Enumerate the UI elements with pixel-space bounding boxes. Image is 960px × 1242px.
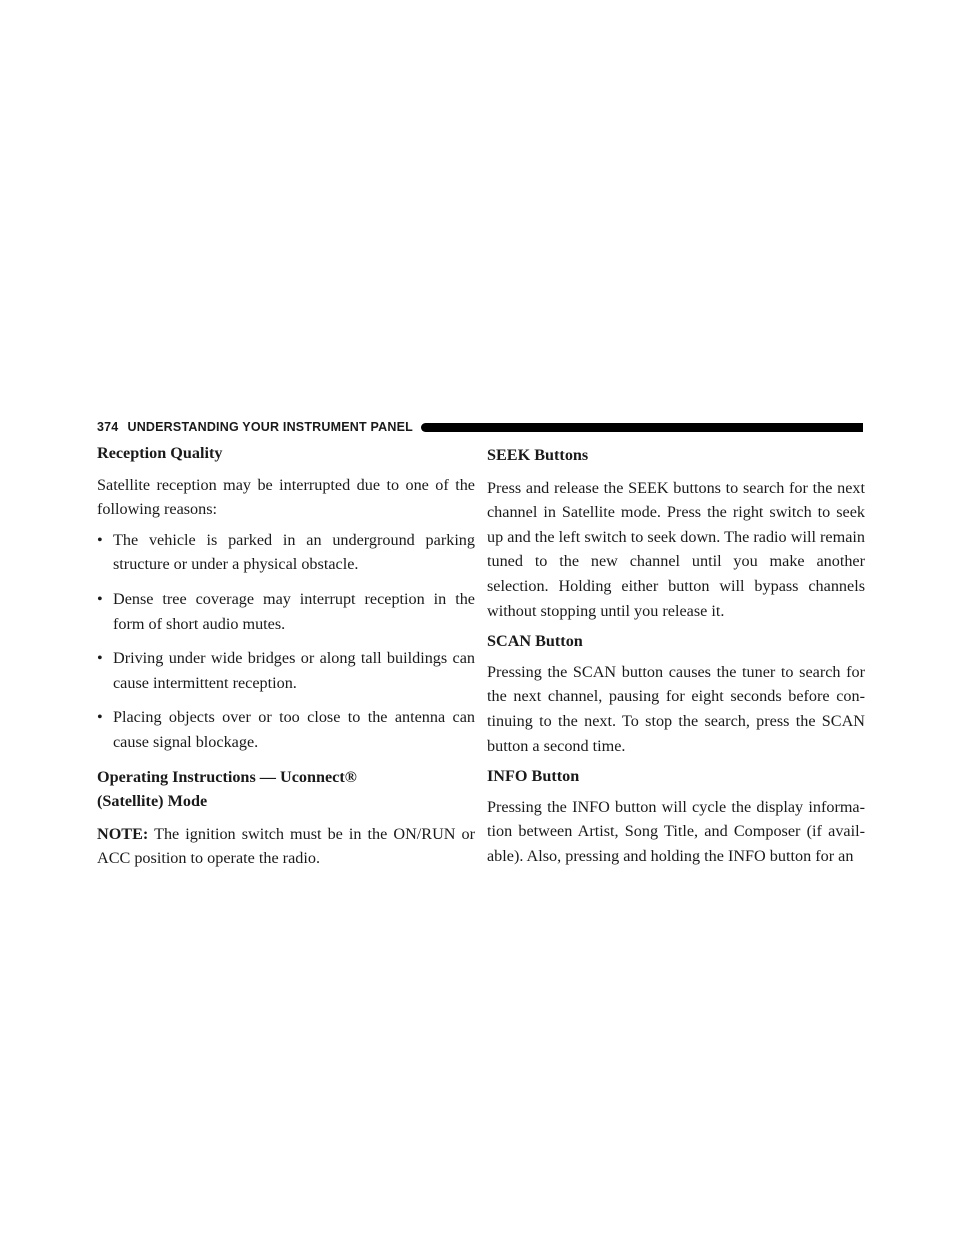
list-item: • Driving under wide bridges or along tall buildings can cause intermittent reception.	[97, 646, 475, 695]
scan-button-heading: SCAN Button	[487, 632, 583, 651]
section-title: UNDERSTANDING YOUR INSTRUMENT PANEL	[127, 420, 413, 434]
note-label: NOTE:	[97, 824, 149, 843]
reception-quality-heading: Reception Quality	[97, 444, 223, 462]
operating-instructions-heading: Operating Instructions — Uconnect® (Satellite) Mode	[97, 767, 357, 811]
info-button-heading: INFO Button	[487, 767, 580, 786]
reception-reasons-list	[97, 528, 475, 755]
info-description: Pressing the INFO button will cycle the display informa-tion between Artist, Song Title, and Composer (if avail-able). Also, pressing and holding the INFO button for an	[487, 797, 865, 865]
seek-buttons-heading: SEEK Buttons	[487, 446, 589, 464]
list-item: • Dense tree coverage may interrupt reception in the form of short audio mutes.	[97, 587, 475, 636]
note-paragraph	[97, 822, 475, 871]
reception-intro: Satellite reception may be interrupted due to one of the following reasons:	[97, 475, 475, 519]
right-column	[487, 441, 865, 869]
note-text: The ignition switch must be in the ON/RUN or ACC position to operate the radio.	[97, 824, 475, 868]
page-header	[97, 417, 863, 437]
scan-description: Pressing the SCAN button causes the tuner to search for the next channel, pausing for eight seconds before con-tinuing to the next. To stop the search, press the SCAN button a second time.	[487, 662, 865, 755]
seek-description: Press and release the SEEK buttons to search for the next channel in Satellite mode. Press the right switch to seek up and the left switch to seek down. The radio will remain tuned to the new channel until you make another selection. Holding either button will bypass channels without stopping until you release it.	[487, 478, 865, 620]
list-item: • Placing objects over or too close to the antenna can cause signal blockage.	[97, 705, 475, 754]
header-rule	[421, 423, 863, 432]
left-column	[97, 441, 475, 871]
page-number: 374	[97, 420, 119, 434]
list-item: • The vehicle is parked in an underground parking structure or under a physical obstacle.	[97, 528, 475, 577]
